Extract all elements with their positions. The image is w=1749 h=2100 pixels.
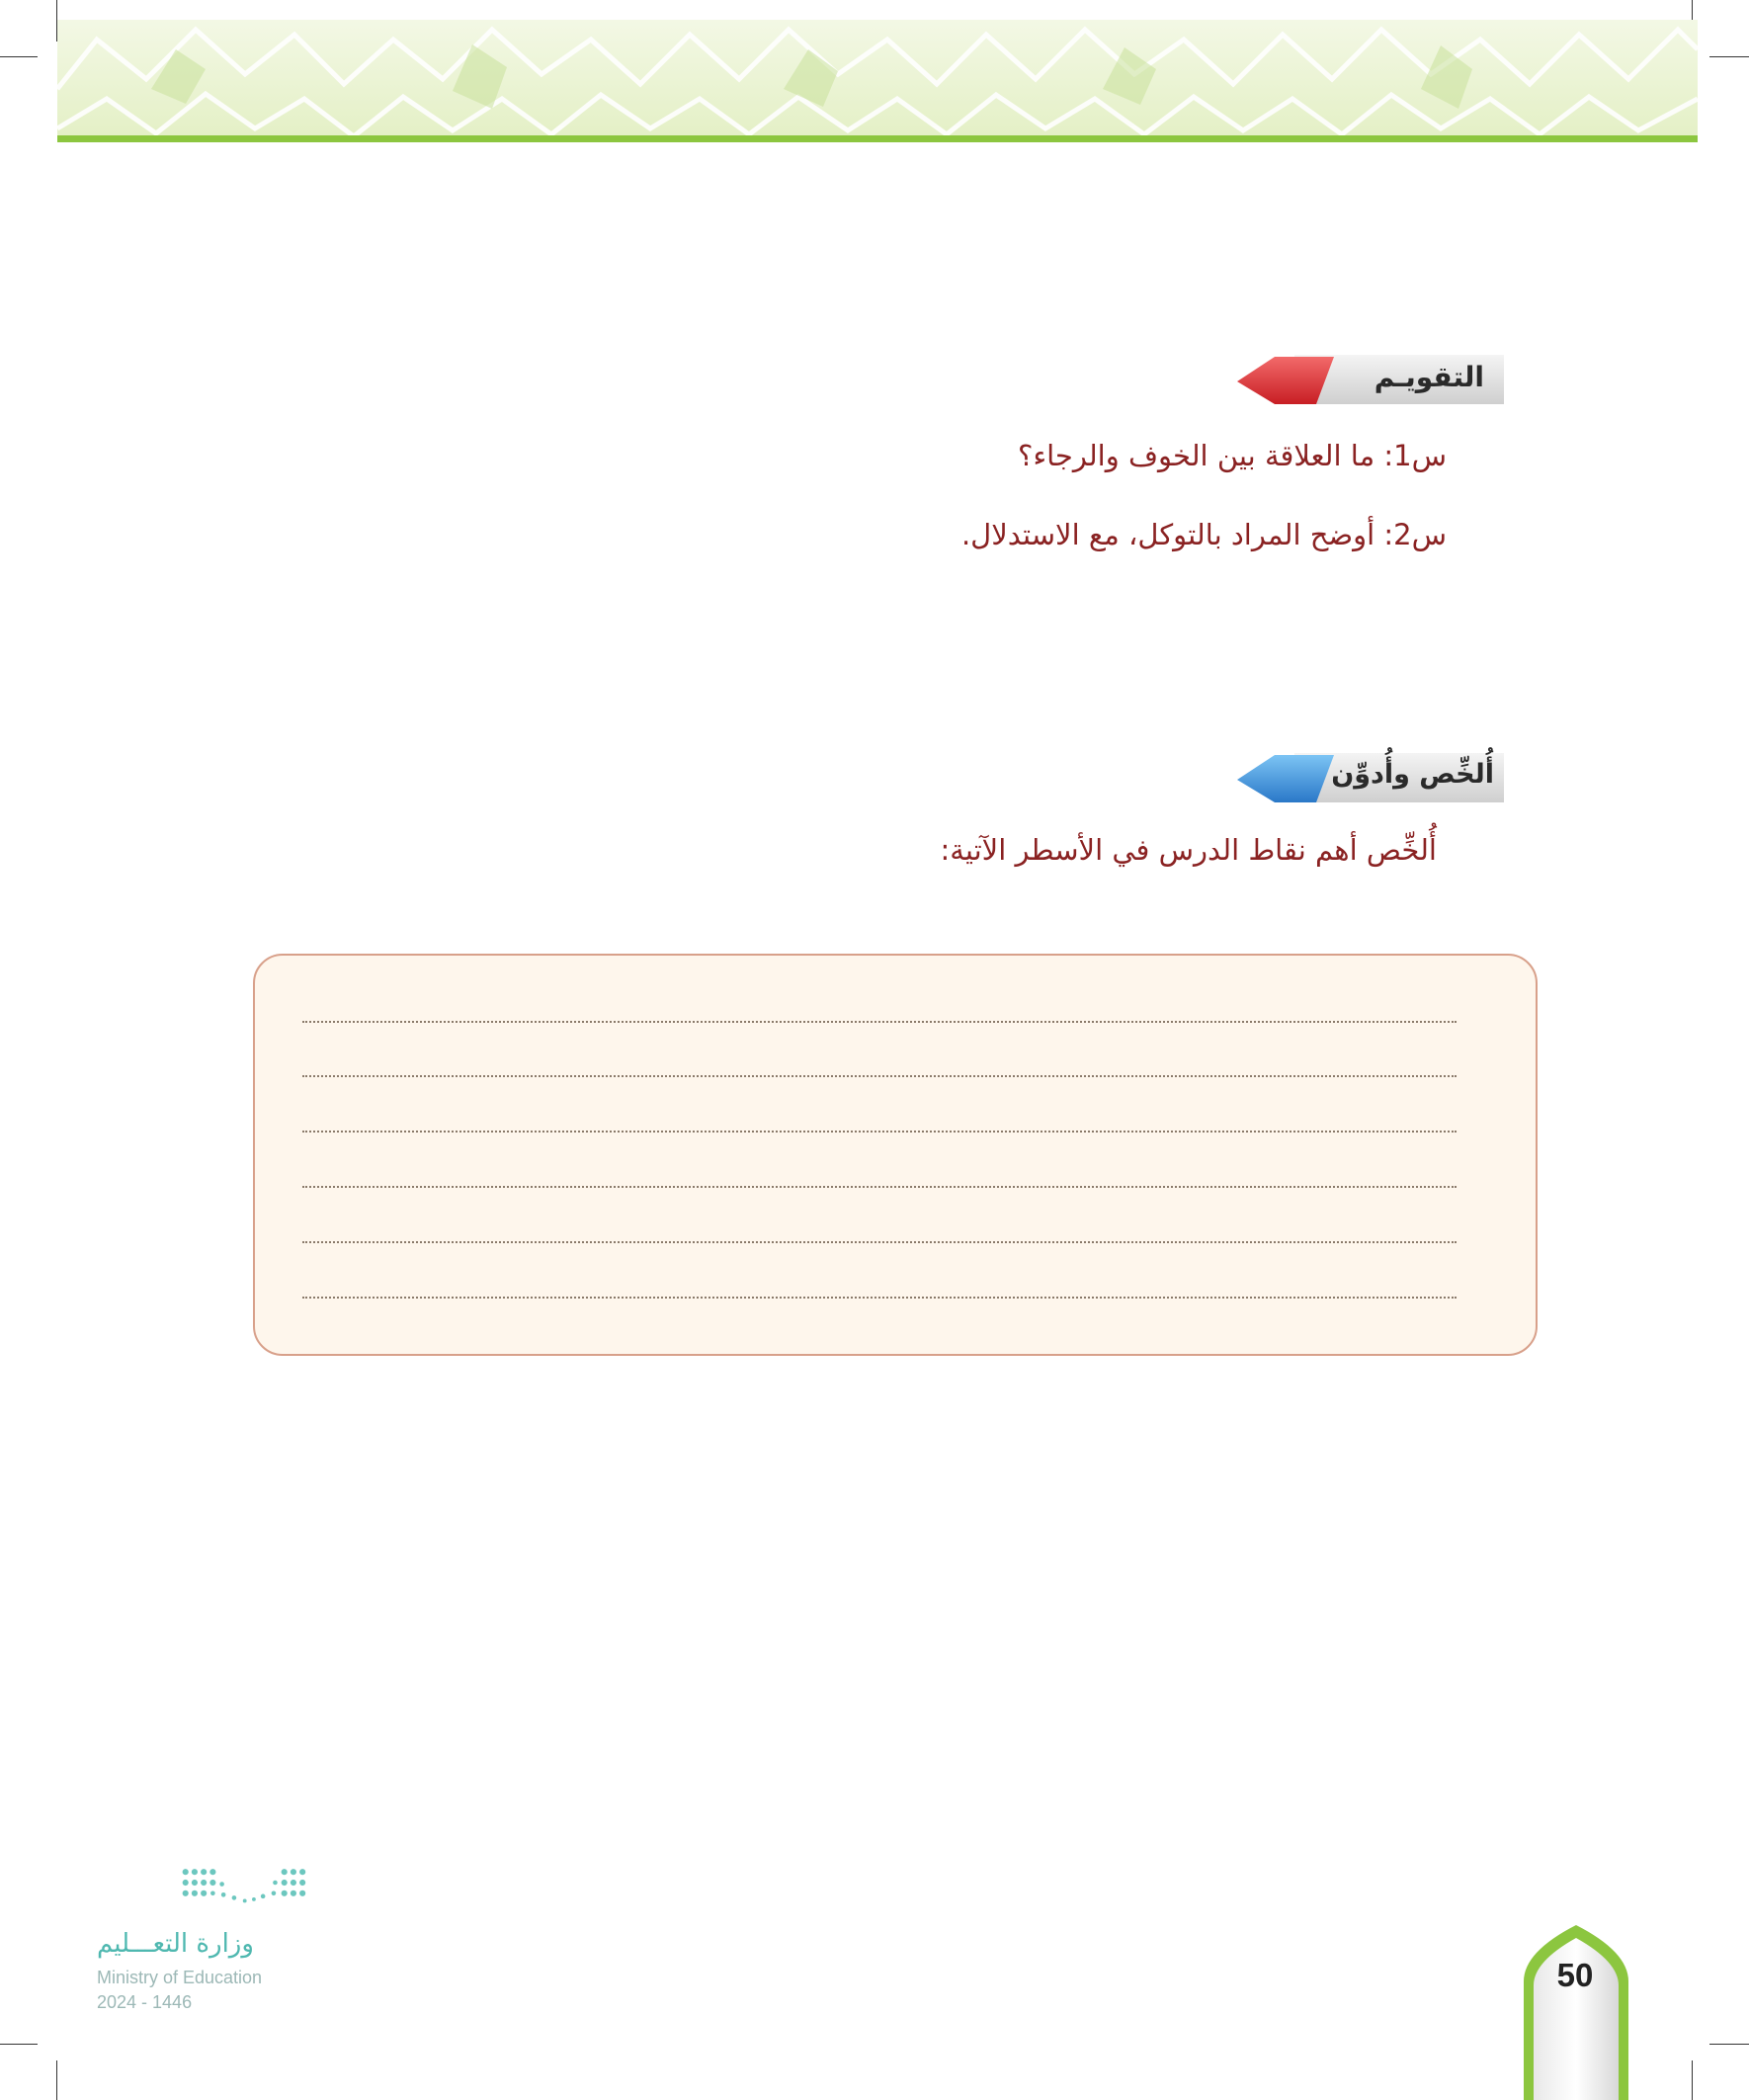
crop-mark bbox=[56, 2060, 57, 2100]
edition-year: 2024 - 1446 bbox=[97, 1992, 193, 2012]
question-2 bbox=[961, 518, 1447, 551]
summary-heading: أُلخِّص وأُدوِّن bbox=[1331, 759, 1494, 790]
page-number: 50 bbox=[1556, 1957, 1594, 1993]
notes-box[interactable] bbox=[253, 954, 1538, 1356]
question-1 bbox=[1018, 439, 1447, 472]
summary-heading-tag bbox=[1235, 749, 1504, 806]
question-2-number: س2: bbox=[1383, 518, 1447, 551]
geometric-pattern-icon bbox=[57, 20, 1698, 136]
answer-line[interactable] bbox=[302, 1241, 1457, 1243]
crop-mark bbox=[1709, 56, 1749, 57]
answer-line[interactable] bbox=[302, 1186, 1457, 1188]
answer-line[interactable] bbox=[302, 1021, 1457, 1023]
page-number-tab-icon bbox=[1522, 1922, 1630, 2100]
header-banner bbox=[57, 20, 1698, 136]
question-1-number: س1: bbox=[1383, 439, 1447, 472]
answer-line[interactable] bbox=[302, 1075, 1457, 1077]
ministry-name-english: Ministry of Education bbox=[97, 1968, 263, 1987]
question-1-text: ما العلاقة بين الخوف والرجاء؟ bbox=[1018, 439, 1375, 472]
crop-mark bbox=[1692, 2060, 1693, 2100]
evaluation-heading: التقويـم bbox=[1374, 361, 1484, 393]
summary-instruction: أُلخِّص أهم نقاط الدرس في الأسطر الآتية: bbox=[940, 833, 1437, 867]
question-2-text: أوضح المراد بالتوكل، مع الاستدلال. bbox=[960, 518, 1375, 551]
crop-mark bbox=[0, 2044, 38, 2045]
answer-line[interactable] bbox=[302, 1297, 1457, 1299]
ministry-name-arabic: وزارة التعـــليم bbox=[97, 1929, 254, 1959]
banner-divider bbox=[57, 135, 1698, 142]
answer-line[interactable] bbox=[302, 1131, 1457, 1133]
crop-mark bbox=[1709, 2044, 1749, 2045]
crop-mark bbox=[0, 56, 38, 57]
ministry-logo-icon bbox=[178, 1858, 375, 1927]
evaluation-heading-tag bbox=[1235, 351, 1504, 408]
